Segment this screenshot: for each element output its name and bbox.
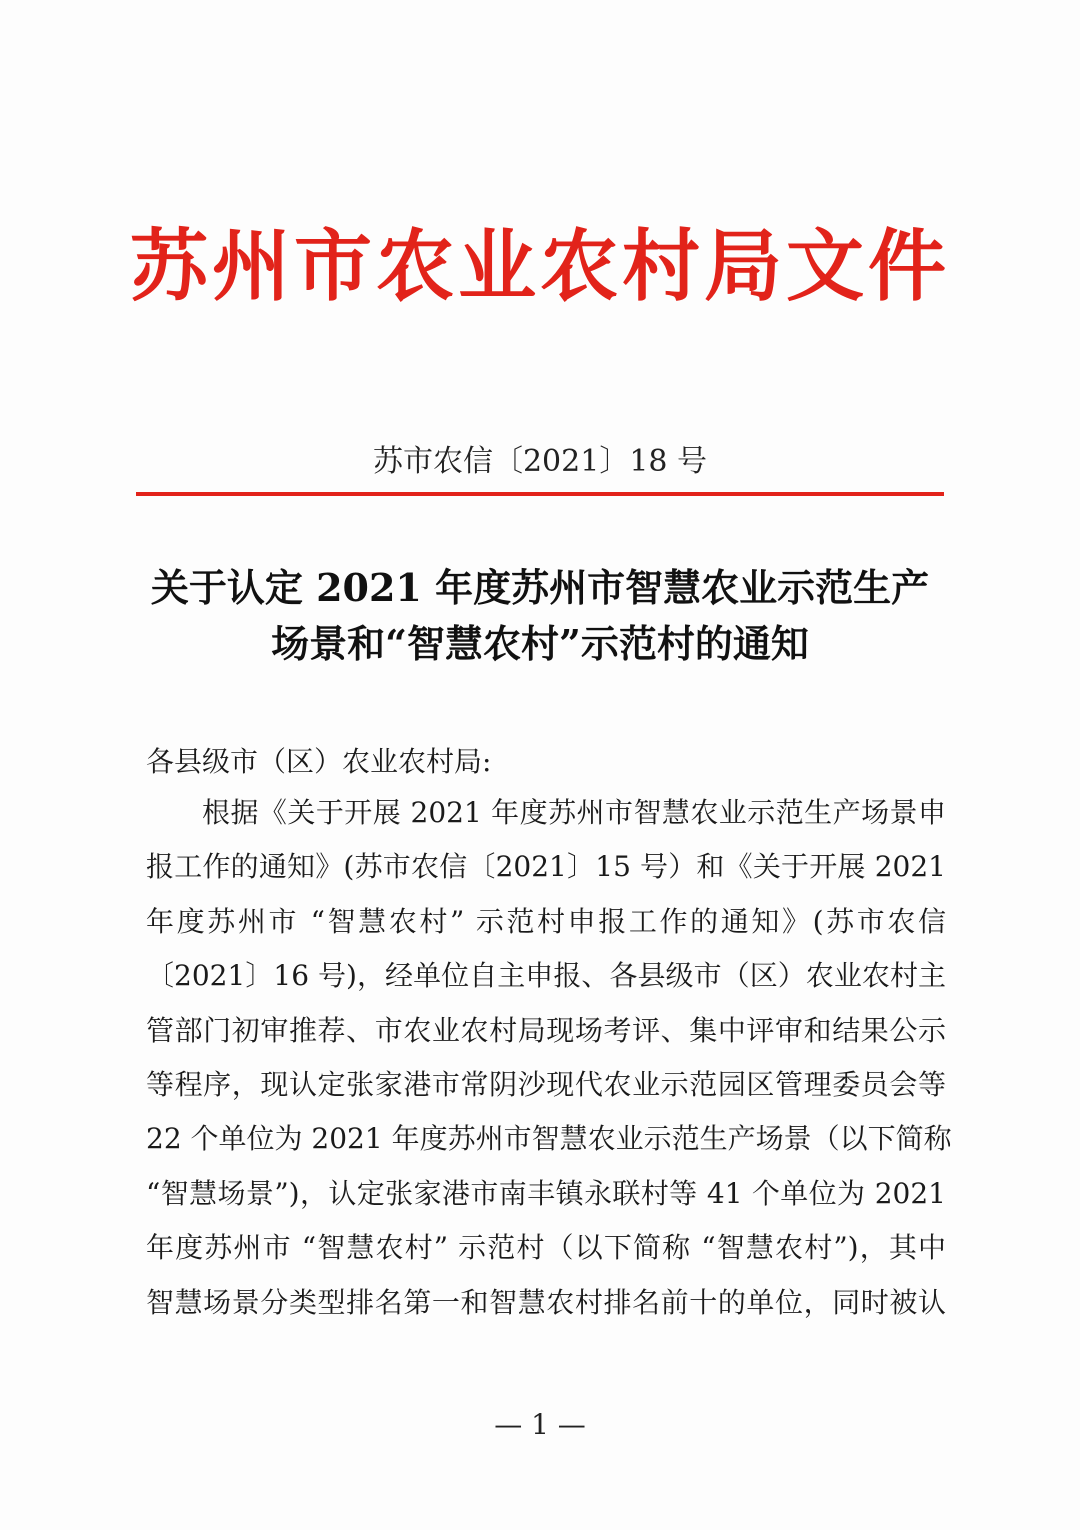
body-line: 年度苏州市 “智慧农村” 示范村（以下简称 “智慧农村”)，其中	[146, 1231, 946, 1265]
salutation: 各县级市（区）农业农村局:	[146, 745, 492, 778]
document-number: 苏市农信〔2021〕18 号	[372, 444, 708, 479]
notice-title	[100, 560, 980, 672]
body-line: 根据《关于开展 2021 年度苏州市智慧农业示范生产场景申	[202, 796, 946, 829]
body-line: 等程序，现认定张家港市常阴沙现代农业示范园区管理委员会等	[146, 1067, 946, 1101]
notice-body	[146, 786, 952, 1330]
body-line: 〔2021〕16 号)，经单位自主申报、各县级市（区）农业农村主	[146, 959, 946, 993]
body-line: 管部门初审推荐、市农业农村局现场考评、集中评审和结果公示	[146, 1013, 946, 1047]
page-number: — 1 —	[494, 1408, 586, 1441]
body-line: “智慧场景”)，认定张家港市南丰镇永联村等 41 个单位为 2021	[146, 1176, 946, 1210]
notice-title-line-1: 关于认定 2021 年度苏州市智慧农业示范生产	[150, 565, 930, 610]
masthead-title: 苏州市农业农村局文件	[129, 221, 950, 312]
body-line: 智慧场景分类型排名第一和智慧农村排名前十的单位，同时被认	[146, 1285, 946, 1319]
body-line: 年度苏州市 “智慧农村” 示范村申报工作的通知》(苏市农信	[146, 904, 946, 938]
body-line: 22 个单位为 2021 年度苏州市智慧农业示范生产场景（以下简称	[146, 1122, 952, 1156]
red-divider-rule	[136, 492, 944, 496]
notice-title-line-2: 场景和“智慧农村”示范村的通知	[271, 621, 809, 666]
body-line: 报工作的通知》(苏市农信〔2021〕15 号）和《关于开展 2021	[146, 850, 946, 884]
